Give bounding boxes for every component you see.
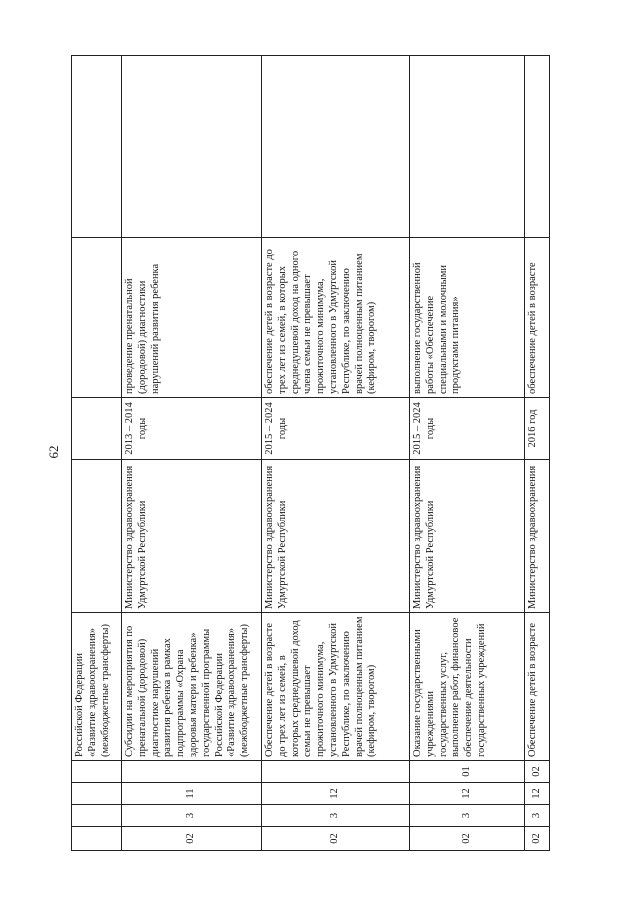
code-program: 02 [410,827,525,851]
code-measure [122,761,262,783]
table-row [122,56,262,851]
code-program: 02 [525,827,550,851]
code-measure [262,761,410,783]
code-program [72,827,122,851]
executor-cell: Министерство здравоохранения Удмуртской Республики [122,460,262,613]
table-row [410,56,525,851]
code-main-measure: 12 [262,783,410,805]
measure-name-cell: Обеспечение детей в возрасте до трех лет из семей, в которых среднедушевой доход семьи не превышает прожиточного минимума, установленного в Удмуртской Республике, по заключению врачей полноценным питанием (кефиром, творогом) [262,613,410,761]
code-measure: 01 [410,761,525,783]
expected-result-cell: выполнение государственной работы «Обеспечение специальными и молочными продуктами питания» [410,238,525,398]
measure-name-cell: Обеспечение детей в возрасте [525,613,550,761]
code-subprogram [72,805,122,827]
measure-name-cell: Оказание государственными учреждениями государственных услуг, выполнение работ, финансовое обеспечение деятельности государственных учреждений [410,613,525,761]
code-subprogram: 3 [122,805,262,827]
code-program: 02 [122,827,262,851]
code-subprogram: 3 [262,805,410,827]
period-cell: 2013 – 2014 годы [122,398,262,460]
code-measure: 02 [525,761,550,783]
rotated-table-container [71,56,549,851]
indicator-cell [72,56,122,238]
indicator-cell [262,56,410,238]
table-row [525,56,550,851]
indicator-cell [122,56,262,238]
indicator-cell [410,56,525,238]
indicator-cell [525,56,550,238]
table-body [72,56,550,851]
code-main-measure: 11 [122,783,262,805]
expected-result-cell [72,238,122,398]
measures-table [71,55,550,851]
code-measure [72,761,122,783]
code-main-measure: 12 [410,783,525,805]
period-cell [72,398,122,460]
expected-result-cell: обеспечение детей в возрасте до трех лет из семей, в которых среднедушевой доход на одного члена семьи не превышает прожиточного минимума, установленного в Удмуртской Республике, по заключению врачей полноценным питанием (кефиром, творогом) [262,238,410,398]
period-cell: 2016 год [525,398,550,460]
executor-cell [72,460,122,613]
table-row [72,56,122,851]
measure-name-cell: Субсидии на мероприятия по пренатальной (дородовой) диагностике нарушений развития ребенка в рамках подпрограммы «Охрана здоровья матери и ребенка» государственной программы Российской Федерации «Развитие здравоохранения» (межбюджетные трансферты) [122,613,262,761]
executor-cell: Министерство здравоохранения Удмуртской Республики [262,460,410,613]
period-cell: 2015 – 2024 годы [410,398,525,460]
code-main-measure: 12 [525,783,550,805]
code-subprogram: 3 [410,805,525,827]
code-main-measure [72,783,122,805]
measure-name-cell: Российской Федерации «Развитие здравоохранения» (межбюджетные трансферты) [72,613,122,761]
executor-cell: Министерство здравоохранения Удмуртской Республики [410,460,525,613]
table-row [262,56,410,851]
expected-result-cell: проведение пренатальной (дородовой) диагностики нарушений развития ребенка [122,238,262,398]
executor-cell: Министерство здравоохранения [525,460,550,613]
period-cell: 2015 – 2024 годы [262,398,410,460]
page-number: 62 [46,445,61,459]
expected-result-cell: обеспечение детей в возрасте [525,238,550,398]
code-program: 02 [262,827,410,851]
program-measures-table [71,56,549,851]
code-subprogram: 3 [525,805,550,827]
